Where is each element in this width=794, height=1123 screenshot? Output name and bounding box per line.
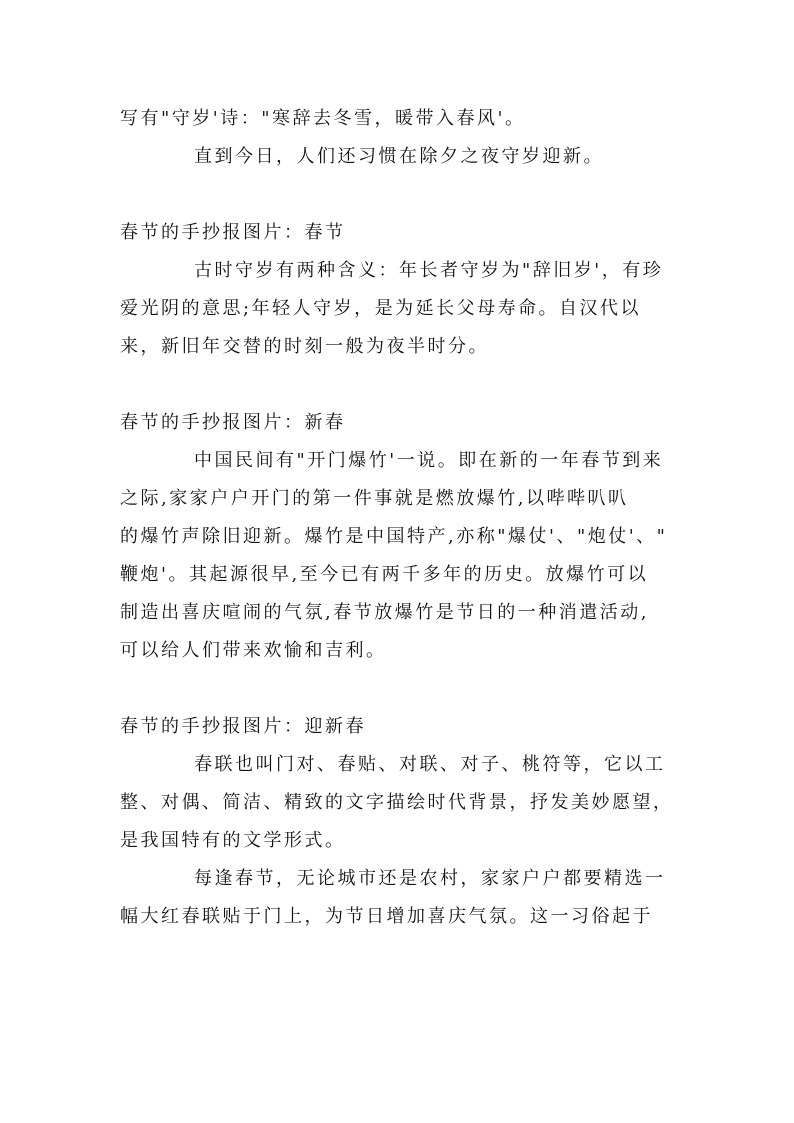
section-heading-xinchun: 春节的手抄报图片：新春: [120, 412, 346, 433]
paragraph-line: 整、对偶、简洁、精致的文字描绘时代背景，抒发美妙愿望，: [120, 792, 674, 813]
intro-line: 写有"守岁'诗："寒辞去冬雪，暖带入春风'。: [120, 108, 526, 129]
section-heading-chunjie: 春节的手抄报图片：春节: [120, 222, 346, 243]
paragraph-line: 鞭炮'。其起源很早,至今已有两千多年的历史。放爆竹可以: [120, 564, 649, 585]
paragraph-line: 制造出喜庆喧闹的气氛,春节放爆竹是节日的一种消遣活动,: [120, 602, 649, 623]
paragraph-line: 之际,家家户户开门的第一件事就是燃放爆竹,以哔哔叭叭: [120, 488, 629, 509]
intro-paragraph: 直到今日，人们还习惯在除夕之夜守岁迎新。: [194, 146, 604, 167]
paragraph-line: 的爆竹声除旧迎新。爆竹是中国特产,亦称"爆仗'、"炮仗'、": [120, 526, 668, 547]
section-paragraph-yingxinchun-1: [120, 746, 680, 860]
paragraph-line: 春联也叫门对、春贴、对联、对子、桃符等，它以工: [194, 754, 666, 775]
paragraph-line: 是我国特有的文学形式。: [120, 830, 346, 851]
section-paragraph-yingxinchun-2: [120, 860, 680, 936]
paragraph-line: 幅大红春联贴于门上，为节日增加喜庆气氛。这一习俗起于: [120, 906, 653, 927]
section-paragraph-xinchun: [120, 442, 680, 670]
section-gap: [120, 176, 680, 214]
section-paragraph-chunjie: [120, 252, 680, 366]
paragraph-line: 来，新旧年交替的时刻一般为夜半时分。: [120, 336, 489, 357]
section-heading-yingxinchun: 春节的手抄报图片：迎新春: [120, 716, 366, 737]
paragraph-line: 每逢春节，无论城市还是农村，家家户户都要精选一: [194, 868, 666, 889]
section-gap: [120, 366, 680, 404]
paragraph-line: 可以给人们带来欢愉和吉利。: [120, 640, 387, 661]
section-gap: [120, 670, 680, 708]
paragraph-line: 爱光阴的意思;年轻人守岁，是为延长父母寿命。自汉代以: [120, 298, 642, 319]
document-body: [120, 100, 680, 936]
paragraph-line: 古时守岁有两种含义：年长者守岁为"辞旧岁'，有珍: [194, 260, 664, 281]
paragraph-line: 中国民间有"开门爆竹'一说。即在新的一年春节到来: [194, 450, 664, 471]
